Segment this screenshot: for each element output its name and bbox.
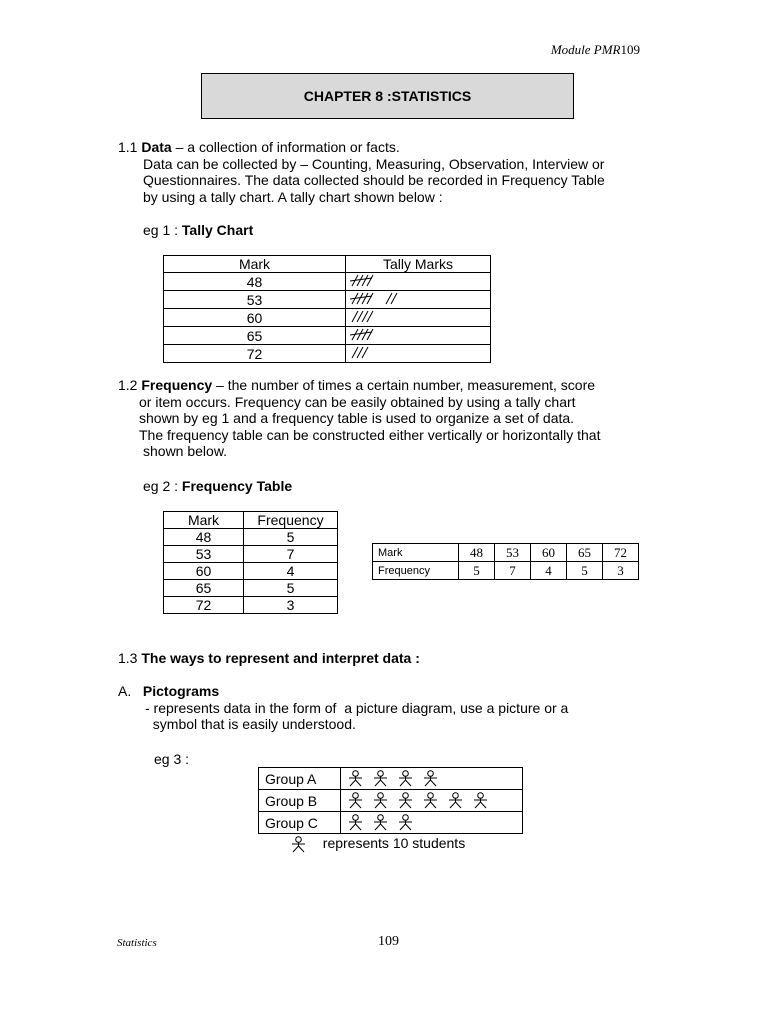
pictogram-table <box>258 767 523 834</box>
eg-title: Tally Chart <box>181 222 254 238</box>
person-icon <box>422 770 439 787</box>
tally-marks-icon <box>350 345 430 359</box>
para-line: by using a tally chart. A tally chart shown below : <box>143 188 443 205</box>
frequency-table-vertical <box>163 511 338 614</box>
person-icon <box>447 792 464 809</box>
tally-chart-table <box>163 255 491 363</box>
header-cell: Frequency <box>244 512 338 529</box>
eg-prefix: eg 2 : <box>143 478 182 494</box>
person-icon <box>372 770 389 787</box>
header-cell: Tally Marks <box>346 256 491 273</box>
footer-page-number: 109 <box>378 934 399 949</box>
freq-cell: 4 <box>531 562 567 580</box>
header-cell: Frequency <box>373 562 459 580</box>
header-cell: Mark <box>373 544 459 562</box>
tally-marks-icon <box>350 273 430 287</box>
tally-cell <box>346 327 491 345</box>
definition: – a collection of information or facts. <box>171 139 400 155</box>
section-letter: A. <box>118 683 132 699</box>
term: Frequency <box>141 377 213 393</box>
pictogram-key <box>290 835 465 853</box>
mark-cell: 65 <box>164 580 244 597</box>
freq-cell: 4 <box>244 563 338 580</box>
tally-cell <box>346 345 491 363</box>
header-cell: Mark <box>164 256 346 273</box>
para-line: Questionnaires. The data collected should be recorded in Frequency Table <box>143 172 605 189</box>
group-label: Group B <box>259 790 341 812</box>
section-title: Pictograms <box>142 683 220 699</box>
mark-cell: 53 <box>164 546 244 563</box>
chapter-title: CHAPTER 8 :STATISTICS <box>201 73 574 119</box>
mark-cell: 48 <box>459 544 495 562</box>
section-A <box>118 683 568 733</box>
para-line: Data can be collected by – Counting, Measuring, Observation, Interview or <box>143 155 605 172</box>
mark-cell: 60 <box>164 309 346 327</box>
section-number: 1.2 <box>118 377 138 393</box>
person-icon <box>397 792 414 809</box>
section-1-3 <box>118 650 420 666</box>
freq-cell: 5 <box>567 562 603 580</box>
pictogram-cell <box>341 790 523 812</box>
person-icon <box>372 792 389 809</box>
mark-cell: 72 <box>164 345 346 363</box>
section-number: 1.3 <box>118 650 138 666</box>
freq-cell: 5 <box>244 529 338 546</box>
key-text: represents 10 students <box>322 835 466 851</box>
module-header <box>551 42 640 58</box>
person-icon <box>347 792 364 809</box>
mark-cell: 60 <box>531 544 567 562</box>
mark-cell: 72 <box>603 544 639 562</box>
para-line: shown by eg 1 and a frequency table is used to organize a set of data. <box>139 410 575 427</box>
person-icon <box>422 792 439 809</box>
tally-marks-icon <box>350 309 430 323</box>
person-icon <box>290 836 307 853</box>
section-title: The ways to represent and interpret data : <box>141 650 420 666</box>
person-icon <box>347 814 364 831</box>
footer-title: Statistics <box>117 937 157 949</box>
person-icon <box>397 814 414 831</box>
para-line: The frequency table can be constructed either vertically or horizontally that <box>139 426 601 443</box>
mark-cell: 53 <box>164 291 346 309</box>
freq-cell: 3 <box>603 562 639 580</box>
freq-cell: 7 <box>495 562 531 580</box>
freq-cell: 7 <box>244 546 338 563</box>
mark-cell: 65 <box>567 544 603 562</box>
definition: – the number of times a certain number, measurement, score <box>212 377 596 393</box>
person-icon <box>472 792 489 809</box>
section-1-1 <box>118 139 605 205</box>
eg-prefix: eg 1 : <box>143 222 182 238</box>
person-icon <box>397 770 414 787</box>
eg3-label: eg 3 : <box>154 751 190 767</box>
term: Data <box>141 139 172 155</box>
section-number: 1.1 <box>118 139 138 155</box>
para-line: shown below. <box>143 443 228 460</box>
tally-marks-icon <box>350 291 430 305</box>
pictogram-cell <box>341 768 523 790</box>
module-label: Module PMR <box>550 42 621 57</box>
header-cell: Mark <box>164 512 244 529</box>
pictogram-cell <box>341 812 523 834</box>
mark-cell: 65 <box>164 327 346 345</box>
eg1-label <box>143 222 253 238</box>
eg2-label <box>143 478 292 494</box>
group-label: Group C <box>259 812 341 834</box>
person-icon <box>347 770 364 787</box>
person-icon <box>372 814 389 831</box>
group-label: Group A <box>259 768 341 790</box>
mark-cell: 60 <box>164 563 244 580</box>
tally-cell <box>346 309 491 327</box>
mark-cell: 48 <box>164 273 346 291</box>
para-line: symbol that is easily understood. <box>145 716 356 733</box>
freq-cell: 5 <box>244 580 338 597</box>
tally-cell <box>346 291 491 309</box>
mark-cell: 72 <box>164 597 244 614</box>
freq-cell: 5 <box>459 562 495 580</box>
module-page: 109 <box>620 42 640 57</box>
para-line: - represents data in the form of a picture diagram, use a picture or a <box>145 699 569 716</box>
mark-cell: 48 <box>164 529 244 546</box>
mark-cell: 53 <box>495 544 531 562</box>
frequency-table-horizontal <box>372 543 639 580</box>
para-line: or item occurs. Frequency can be easily obtained by using a tally chart <box>139 393 576 410</box>
tally-cell <box>346 273 491 291</box>
person-icon <box>290 835 315 851</box>
tally-marks-icon <box>350 327 430 341</box>
section-1-2 <box>118 377 600 460</box>
eg-title: Frequency Table <box>181 478 293 494</box>
freq-cell: 3 <box>244 597 338 614</box>
